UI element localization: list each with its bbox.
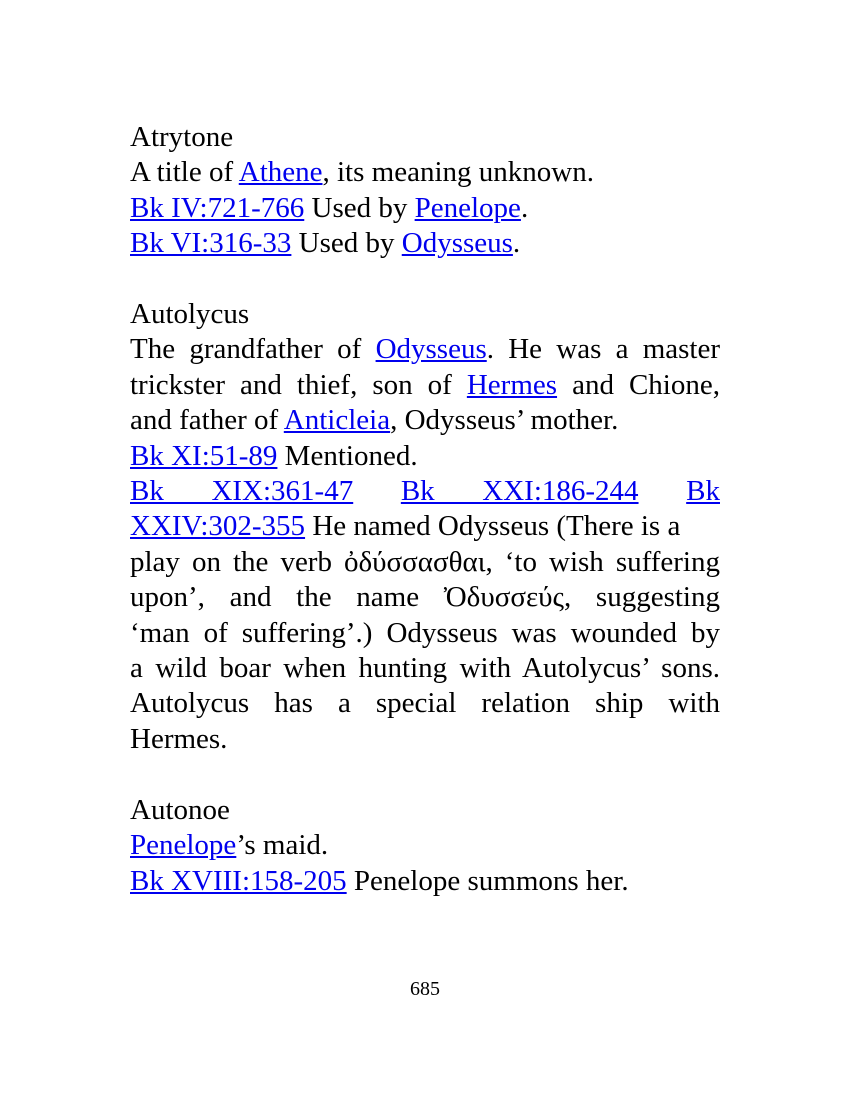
autolycus-reference-line [130, 474, 720, 509]
entry-heading-autonoe: Autonoe [130, 793, 230, 826]
autolycus-reference-1 [130, 439, 720, 474]
paragraph-gap [130, 262, 720, 297]
autolycus-line-12: Hermes. [130, 722, 228, 755]
document-body [130, 120, 720, 899]
autolycus-line-8: upon’, and the name Ὀδυσσεύς, suggesting [130, 581, 720, 614]
text-run: and Chione, [557, 368, 720, 401]
text-run: . [512, 227, 521, 260]
text-run: , Odysseus’ mother. [390, 404, 619, 437]
link-penelope[interactable]: Penelope [130, 829, 237, 862]
link-hermes[interactable]: Hermes [466, 368, 558, 401]
link-bk-xxiv-302-355-part-2[interactable]: XXIV:302-355 [130, 510, 306, 543]
text-run: Mentioned. [277, 439, 418, 472]
text-run: The grandfather of [130, 333, 376, 366]
autonoe-definition [130, 828, 720, 863]
text-run: . [520, 191, 529, 224]
entry-heading-atrytone: Atrytone [130, 121, 234, 153]
autolycus-line-11: Autolycus has a special relation ship with [130, 687, 720, 720]
autolycus-line-6 [130, 509, 720, 544]
link-penelope[interactable]: Penelope [414, 191, 521, 224]
text-run: trickster and thief, son of [130, 368, 467, 401]
autolycus-line-3 [130, 403, 720, 438]
link-anticleia[interactable]: Anticleia [283, 404, 391, 437]
text-run: Used by [291, 227, 402, 260]
link-odysseus[interactable]: Odysseus [375, 333, 487, 366]
text-run: . He was a master [486, 333, 720, 366]
link-bk-xviii-158-205[interactable]: Bk XVIII:158-205 [130, 864, 347, 897]
link-odysseus[interactable]: Odysseus [401, 227, 513, 260]
text-run: ’s maid. [236, 829, 329, 862]
link-bk-xix-361-47[interactable]: Bk XIX:361-47 [130, 475, 354, 508]
text-run: Used by [304, 191, 415, 224]
page-number: 685 [410, 978, 440, 1000]
atrytone-definition [130, 155, 720, 190]
atrytone-reference-1 [130, 191, 720, 226]
atrytone-reference-2 [130, 226, 720, 261]
autolycus-line-2 [130, 368, 720, 403]
autolycus-line-1 [130, 332, 720, 367]
link-bk-xxi-186-244[interactable]: Bk XXI:186-244 [400, 475, 639, 508]
autonoe-reference-1 [130, 864, 720, 899]
text-run: A title of [130, 156, 239, 189]
text-run: Penelope summons her. [346, 864, 629, 897]
link-bk-xi-51-89[interactable]: Bk XI:51-89 [130, 439, 278, 472]
link-bk-xxiv-302-355-part-1[interactable]: Bk [686, 475, 720, 508]
autolycus-line-9: ‘man of suffering’.) Odysseus was wounded by [130, 616, 720, 649]
paragraph-gap [130, 757, 720, 792]
text-run: and father of [130, 404, 284, 437]
link-bk-iv-721-766[interactable]: Bk IV:721-766 [130, 191, 305, 224]
text-run: , its meaning unknown. [322, 156, 594, 189]
link-bk-vi-316-33[interactable]: Bk VI:316-33 [130, 227, 292, 260]
entry-heading-autolycus: Autolycus [130, 298, 250, 331]
link-athene[interactable]: Athene [238, 156, 323, 189]
autolycus-line-10: a wild boar when hunting with Autolycus’ sons. [130, 652, 720, 685]
text-run: He named Odysseus (There is a [305, 510, 681, 543]
autolycus-line-7: play on the verb ὀδύσσασθαι, ‘to wish suffering [130, 545, 720, 578]
